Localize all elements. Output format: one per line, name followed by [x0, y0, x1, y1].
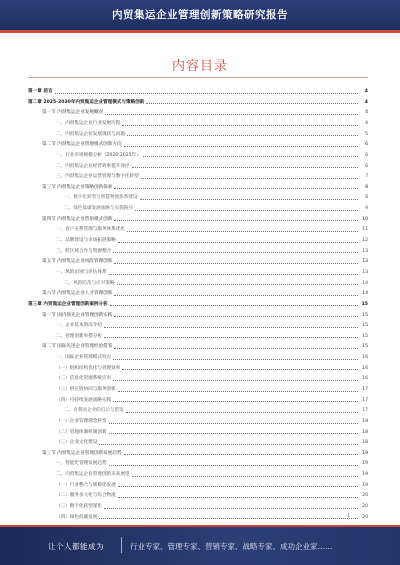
toc-leader-dots [122, 125, 358, 126]
toc-leader-dots [126, 412, 358, 413]
toc-leader-dots [109, 423, 358, 424]
toc-entry[interactable] [28, 180, 368, 191]
toc-entry-title: （一）企业管理理念转变 [56, 418, 107, 424]
toc-heading: 内容目录 [171, 59, 228, 74]
toc-entry-page: 18 [362, 418, 368, 424]
toc-entry-title: 一、行业市场规模分析（2020-2025年） [56, 152, 141, 158]
toc-entry-page: 15 [362, 312, 368, 318]
toc-entry[interactable] [28, 297, 368, 308]
toc-entry[interactable] [28, 148, 368, 159]
toc-leader-dots [99, 518, 358, 519]
toc-entry-title: 一、企业基本情况介绍 [56, 323, 102, 329]
toc-leader-dots [114, 220, 358, 221]
toc-entry-page: 4 [364, 99, 368, 105]
toc-entry-title: （四）可持续发展战略实践 [56, 397, 112, 403]
toc-entry[interactable] [28, 244, 368, 255]
footer-divider [121, 537, 122, 553]
toc-leader-dots [127, 135, 358, 136]
toc-entry-page: 8 [365, 184, 368, 190]
toc-leader-dots [104, 337, 358, 338]
toc-entry-page: 4 [364, 89, 368, 95]
toc-entry[interactable] [28, 456, 368, 467]
toc-entry-title: （三）企业文化建设 [56, 440, 98, 446]
toc-leader-dots [114, 348, 358, 349]
toc-entry-title: （一）行业整合与规模化发展 [56, 482, 116, 488]
page-number: 1 [346, 513, 350, 519]
toc-entry-page: 16 [362, 365, 368, 371]
toc-entry-title: 一、智能化管理发展趋势 [56, 461, 107, 467]
toc-entry-title: 第二节 内贸集运企业管理模式创新方向 [42, 142, 122, 148]
toc-entry-title: 二、对我国企业的启示与借鉴 [64, 408, 124, 414]
toc-entry[interactable] [28, 222, 368, 233]
toc-entry[interactable] [28, 158, 368, 169]
toc-entry-title: 二、内贸集运企业经营效率提升途径 [56, 163, 130, 169]
toc-entry-title: 三、跨区域合作与资源整合 [56, 248, 112, 254]
toc-leader-dots [55, 93, 358, 94]
toc-entry[interactable] [28, 467, 368, 478]
toc-entry-page: 18 [362, 440, 368, 446]
toc-leader-dots [113, 359, 358, 360]
toc-entry-page: 17 [362, 386, 368, 392]
toc-entry-title: 二、风险防范与应对策略 [64, 280, 115, 286]
toc-entry-page: 14 [362, 291, 368, 297]
toc-leader-dots [118, 497, 358, 498]
toc-leader-dots [122, 369, 358, 370]
toc-entry[interactable] [28, 169, 368, 180]
footer-accent-line [0, 525, 400, 527]
toc-entry[interactable] [28, 329, 368, 340]
toc-leader-dots [118, 242, 358, 243]
toc-entry[interactable] [28, 361, 368, 372]
toc-entry[interactable] [28, 254, 368, 265]
toc-entry-page: 10 [362, 216, 368, 222]
toc-entry-title: （二）管理体制机制创新 [56, 429, 107, 435]
toc-entry-title: 第六节 内贸集运企业人才管理创新 [42, 291, 113, 297]
toc-entry[interactable] [28, 350, 368, 361]
toc-entry-title: 第二章 2025-2030年内贸集运企业管理模式与策略创新 [28, 99, 145, 105]
footer-slogan: 让个人都能成为 [48, 542, 104, 551]
toc-leader-dots [146, 103, 358, 104]
toc-entry-title: 一、数字化转型与智慧物流体系建设 [64, 195, 138, 201]
toc-leader-dots [117, 284, 358, 285]
toc-entry-page: 17 [362, 408, 368, 414]
toc-entry[interactable] [28, 414, 368, 425]
toc-entry-title: （三）供应链协同与服务创新 [56, 386, 116, 392]
toc-leader-dots [143, 156, 358, 157]
toc-entry-title: （四）绿色低碳发展 [56, 514, 98, 520]
toc-leader-dots [113, 380, 358, 381]
toc-leader-dots [110, 305, 358, 306]
toc-entry-title: （一）组织结构优化与管理效率 [56, 365, 121, 371]
toc-entry-title: 二、品牌建设与市场拓展策略 [56, 238, 116, 244]
toc-entry-page: 6 [365, 142, 368, 148]
toc-entry-page: 6 [365, 163, 368, 169]
toc-leader-dots [114, 295, 358, 296]
toc-entry-title: 第三节 内贸集运企业策略创新探索 [42, 184, 113, 190]
toc-entry-title: 三、内贸集运企业运营管理与数字化转型 [56, 174, 139, 180]
toc-entry[interactable] [28, 478, 368, 489]
toc-leader-dots [141, 178, 358, 179]
toc-entry-page: 9 [365, 206, 368, 212]
toc-entry-page: 19 [362, 461, 368, 467]
toc-entry-page: 15 [362, 344, 368, 350]
toc-entry-page: 19 [362, 472, 368, 478]
toc-entry-title: 第三节 内贸集运企业管理创新发展趋势 [42, 450, 122, 456]
toc-entry-page: 17 [362, 397, 368, 403]
toc-entry-title: 第一节 国内领先企业管理创新实践 [42, 312, 113, 318]
toc-entry[interactable] [28, 190, 368, 201]
toc-entry-page: 14 [362, 280, 368, 286]
toc-leader-dots [118, 391, 358, 392]
toc-entry-title: 第二节 国际先进企业管理经验借鉴 [42, 344, 113, 350]
toc-entry-page: 20 [362, 514, 368, 520]
toc-leader-dots [135, 210, 358, 211]
toc-leader-dots [114, 263, 358, 264]
toc-entry[interactable] [28, 84, 368, 95]
toc-entry-page: 13 [362, 248, 368, 254]
toc-leader-dots [132, 167, 358, 168]
toc-entry-title: 第五节 内贸集运企业风险管理创新 [42, 259, 113, 265]
toc-entry[interactable] [28, 307, 368, 318]
toc-entry-title: 第一节 内贸集运企业发展概况 [42, 110, 104, 116]
toc-entry-page: 4 [365, 110, 368, 116]
toc-entry[interactable] [28, 339, 368, 350]
toc-entry-page: 12 [362, 238, 368, 244]
toc-leader-dots [132, 476, 358, 477]
toc-entry[interactable] [28, 382, 368, 393]
toc-entry-page: 15 [361, 301, 368, 307]
toc-entry-title: （三）数字化转型深化 [56, 504, 102, 510]
toc-entry[interactable] [28, 137, 368, 148]
toc-entry-page: 19 [362, 450, 368, 456]
toc-entry[interactable] [28, 201, 368, 212]
toc-entry-page: 13 [362, 269, 368, 275]
toc-leader-dots [118, 486, 358, 487]
toc-entry[interactable] [28, 233, 368, 244]
toc-leader-dots [109, 274, 358, 275]
toc-leader-dots [104, 508, 358, 509]
toc-entry[interactable] [28, 510, 368, 521]
toc-entry-page: 6 [365, 152, 368, 158]
toc-entry[interactable] [28, 95, 368, 106]
toc-entry-title: 第三章 内贸集运企业管理创新案例分析 [28, 301, 108, 307]
toc-entry-page: 4 [365, 120, 368, 126]
toc-leader-dots [114, 316, 358, 317]
toc-entry[interactable] [28, 425, 368, 436]
toc-entry[interactable] [28, 488, 368, 499]
toc-entry-page: 20 [362, 493, 368, 499]
toc-leader-dots [105, 114, 358, 115]
toc-entry-title: 二、内贸集运企业发展现状与问题 [56, 131, 125, 137]
toc-entry[interactable] [28, 446, 368, 457]
toc-entry[interactable] [28, 276, 368, 287]
toc-leader-dots [114, 188, 358, 189]
toc-entry[interactable] [28, 499, 368, 510]
toc-leader-dots [104, 327, 358, 328]
toc-entry[interactable] [28, 116, 368, 127]
toc-entry[interactable] [28, 393, 368, 404]
toc-entry-title: 第四节 内贸集运企业营销模式创新 [42, 216, 113, 222]
toc-leader-dots [124, 454, 358, 455]
toc-entry[interactable] [28, 127, 368, 138]
toc-leader-dots [113, 401, 358, 402]
toc-entry[interactable] [28, 318, 368, 329]
toc-entry-page: 7 [365, 174, 368, 180]
toc-leader-dots [99, 444, 358, 445]
report-title: 内贸集运企业管理创新策略研究报告 [112, 9, 288, 21]
toc-entry-title: 一、客户关系管理与服务体系优化 [56, 227, 125, 233]
toc-entry-title: 一、内贸集运企业行业发展历程 [56, 120, 121, 126]
toc-entry-page: 20 [362, 504, 368, 510]
toc-entry-title: 一、国际企业管理模式特点 [56, 355, 112, 361]
toc-leader-dots [140, 199, 358, 200]
toc-entry-page: 15 [362, 333, 368, 339]
toc-entry-title: 一、风险识别与评估体系 [56, 269, 107, 275]
toc-leader-dots [127, 231, 358, 232]
toc-entry-page: 18 [362, 429, 368, 435]
toc-entry-page: 11 [362, 227, 368, 233]
toc-leader-dots [109, 433, 358, 434]
toc-entry-page: 15 [362, 323, 368, 329]
toc-entry[interactable] [28, 212, 368, 223]
footer-tagline: 行业专家、管理专家、营销专家、战略专家、成功企业家…… [130, 542, 333, 551]
toc-entry[interactable] [28, 371, 368, 382]
toc-entry-title: 二、内贸集运企业管理创新未来展望 [56, 472, 130, 478]
header-bar [0, 0, 400, 30]
toc-entry-title: 二、管理创新举措分析 [56, 333, 102, 339]
toc-entry[interactable] [28, 435, 368, 446]
toc-entry-title: （二）服务多元化与综合物流 [56, 493, 116, 499]
toc-entry-title: （二）信息化管理系统应用 [56, 376, 112, 382]
toc-heading-divider [28, 77, 368, 78]
toc-entry[interactable] [28, 403, 368, 414]
toc-leader-dots [124, 146, 358, 147]
toc-entry[interactable] [28, 286, 368, 297]
toc-entry-page: 19 [362, 482, 368, 488]
toc-entry-title: 第一章 前言 [28, 89, 53, 95]
toc-entry[interactable] [28, 105, 368, 116]
toc-entry-title: 二、绿色低碳发展战略与实施路径 [64, 206, 133, 212]
toc-leader-dots [113, 252, 358, 253]
toc-entry-page: 5 [365, 131, 368, 137]
toc-entry-page: 16 [362, 376, 368, 382]
toc-entry-page: 13 [362, 259, 368, 265]
toc-leader-dots [109, 465, 358, 466]
header-accent-line [0, 30, 400, 33]
table-of-contents [28, 84, 368, 520]
toc-entry-page: 8 [365, 195, 368, 201]
toc-entry-page: 16 [362, 355, 368, 361]
toc-entry[interactable] [28, 265, 368, 276]
